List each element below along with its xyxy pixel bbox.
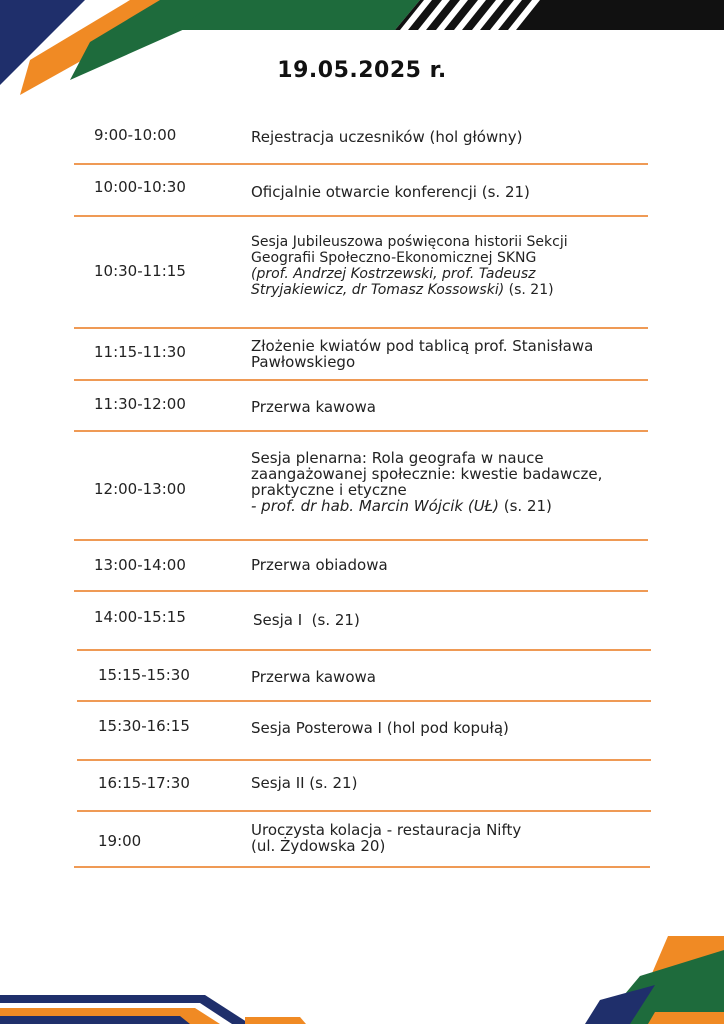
desc-line: Geografii Społeczno-Ekonomicznej SKNG bbox=[251, 250, 537, 266]
top-decoration bbox=[0, 0, 724, 100]
schedule-time: 13:00-14:00 bbox=[94, 556, 186, 574]
schedule-description: Sesja I (s. 21) bbox=[253, 611, 360, 629]
row-divider bbox=[77, 810, 651, 812]
page-date: 19.05.2025 r. bbox=[277, 58, 447, 83]
desc-speaker: - prof. dr hab. Marcin Wójcik (UŁ) bbox=[251, 497, 499, 515]
schedule-description: Sesja Posterowa I (hol pod kopułą) bbox=[251, 719, 509, 737]
schedule-time: 10:00-10:30 bbox=[94, 178, 186, 196]
schedule-description bbox=[251, 450, 631, 514]
desc-room: (s. 21) bbox=[498, 497, 552, 515]
row-divider bbox=[74, 866, 650, 868]
schedule-description: Oficjalnie otwarcie konferencji (s. 21) bbox=[251, 183, 530, 201]
schedule-description: Przerwa obiadowa bbox=[251, 556, 388, 574]
schedule-time: 19:00 bbox=[98, 832, 142, 850]
row-divider bbox=[77, 759, 651, 761]
schedule-time: 11:15-11:30 bbox=[94, 343, 186, 361]
desc-line: Uroczysta kolacja - restauracja Nifty bbox=[251, 821, 522, 839]
schedule-time: 10:30-11:15 bbox=[94, 262, 186, 280]
row-divider bbox=[74, 590, 648, 592]
row-divider bbox=[74, 379, 648, 381]
schedule-time: 15:15-15:30 bbox=[98, 666, 190, 684]
schedule-time: 16:15-17:30 bbox=[98, 774, 190, 792]
desc-speakers: (prof. Andrzej Kostrzewski, prof. Tadeusz Stryjakiewicz, dr Tomasz Kossowski) bbox=[251, 266, 536, 298]
schedule-description: Złożenie kwiatów pod tablicą prof. Stanisława Pawłowskiego bbox=[251, 337, 594, 371]
row-divider bbox=[77, 649, 651, 651]
schedule-time: 14:00-15:15 bbox=[94, 608, 186, 626]
schedule-description: Rejestracja uczesników (hol główny) bbox=[251, 128, 523, 146]
schedule-description: Sesja II (s. 21) bbox=[251, 774, 358, 792]
desc-text: Sesja plenarna: Rola geografa w nauce zaangażowanej społecznie: kwestie badawcze, praktyczne i etyczne bbox=[251, 449, 603, 499]
schedule-time: 9:00-10:00 bbox=[94, 126, 177, 144]
row-divider bbox=[74, 163, 648, 165]
row-divider bbox=[74, 327, 648, 329]
schedule-description: Przerwa kawowa bbox=[251, 398, 376, 416]
desc-room: (s. 21) bbox=[504, 282, 554, 298]
row-divider bbox=[74, 539, 648, 541]
row-divider bbox=[74, 430, 648, 432]
schedule-time: 12:00-13:00 bbox=[94, 480, 186, 498]
schedule-time: 11:30-12:00 bbox=[94, 395, 186, 413]
desc-line: (ul. Żydowska 20) bbox=[251, 837, 386, 855]
schedule-description: Przerwa kawowa bbox=[251, 668, 376, 686]
desc-line: Sesja Jubileuszowa poświęcona historii Sekcji bbox=[251, 234, 568, 250]
schedule-description bbox=[251, 234, 631, 298]
row-divider bbox=[74, 215, 648, 217]
row-divider bbox=[77, 700, 651, 702]
schedule-description bbox=[251, 822, 631, 854]
schedule-time: 15:30-16:15 bbox=[98, 717, 190, 735]
